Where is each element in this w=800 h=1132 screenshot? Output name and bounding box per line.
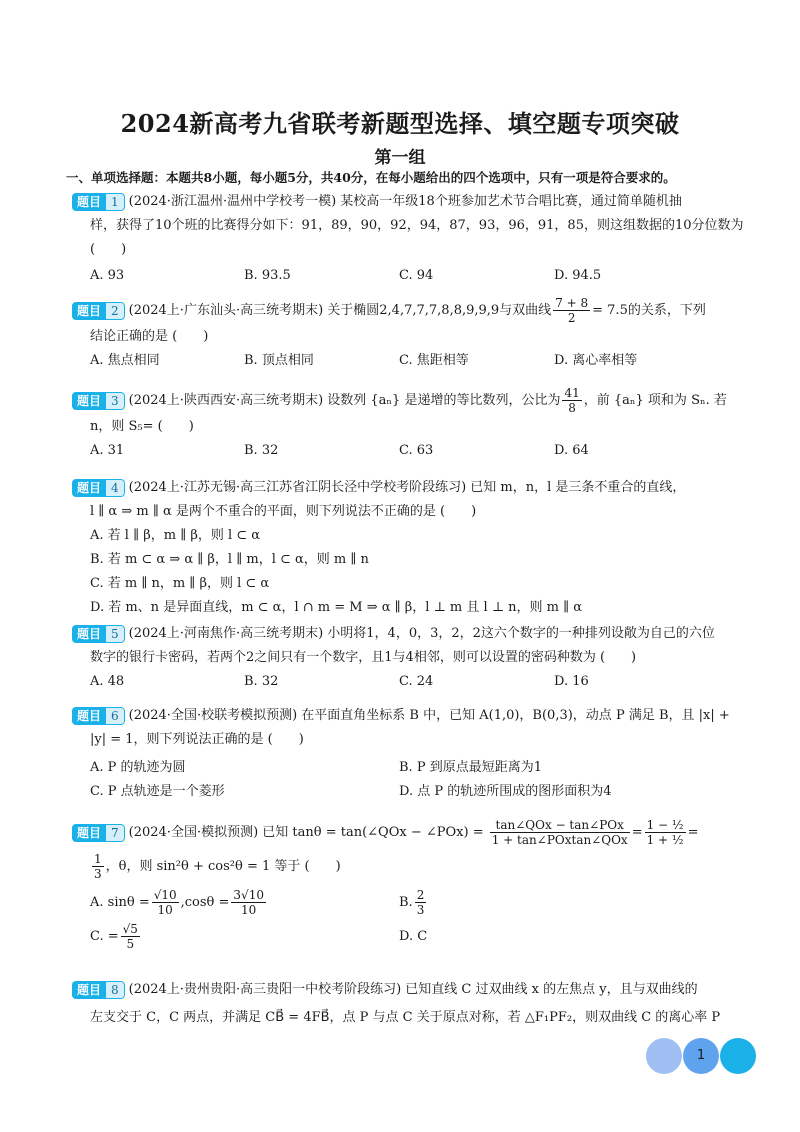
decor-circle [646,1038,682,1074]
option-c[interactable]: C. 若 m ∥ n，m ∥ β，则 l ⊂ α [90,576,270,591]
option-c[interactable]: C. = $\frac{√5}{5}$ [90,922,138,951]
section-heading: 一、单项选择题：本题共8小题，每小题5分，共40分，在每小题给出的四个选项中，只有一项是符合要求的。 [66,170,676,185]
question-text: |y| = 1，则下列说法正确的是 ( ) [90,732,304,747]
page-number-badge [646,1038,756,1074]
option-b[interactable]: B. 32 [244,674,279,689]
question-text: 结论正确的是 ( ) [90,329,209,344]
question-text: (2024上·江苏无锡·高三江苏省江阴长泾中学校考阶段练习) 已知 m，n，l 是三条不重合的直线， [128,480,686,495]
question-8 [72,978,742,1030]
option-a[interactable]: A. 93 [90,268,125,283]
option-b[interactable]: B. $\frac{2}{3}$ [399,888,425,917]
fraction: $\frac{7 + 8}{2}$ [555,296,589,325]
question-text: n，则 S₅= ( ) [90,419,194,434]
option-a[interactable]: A. P 的轨迹为圆 [90,760,186,775]
option-b[interactable]: B. P 到原点最短距离为1 [399,760,542,775]
option-a[interactable]: A. 若 l ∥ β，m ∥ β，则 l ⊂ α [90,528,261,543]
page-title: 2024新高考九省联考新题型选择、填空题专项突破 [120,109,680,138]
question-tag: 题目 6 [72,707,125,725]
question-tag: 题目 8 [72,981,125,999]
option-a[interactable]: A. sinθ = $\frac{√10}{10}$ ,cosθ = $\frac{3√10}{10}$ [90,888,264,917]
question-tag: 题目 7 [72,824,125,842]
question-tag: 题目 4 [72,479,125,497]
option-d[interactable]: D. 94.5 [554,268,602,283]
question-4 [72,476,742,620]
question-text: 数字的银行卡密码，若两个2之间只有一个数字，且1与4相邻，则可以设置的密码种数为 ( ) [90,650,637,665]
option-a[interactable]: A. 48 [90,674,125,689]
question-6 [72,704,742,804]
question-3: 题目 3 (2024上·陕西西安·高三统考期末) 设数列 {aₙ} 是递增的等比数列，公比为 $\frac{41}{8}$ ，前 {aₙ} 项和为 Sₙ. 若 n，则 S₅= ( ) A. 31 B. 32 C. 63 D. 64 [72,386,742,463]
question-text: l ∥ α ⇒ m ∥ α 是两个不重合的平面，则下列说法不正确的是 ( ) [90,504,477,519]
option-d[interactable]: D. C [399,929,428,944]
fraction: $\frac{1}{3}$ [94,852,102,881]
question-text: (2024上·广东汕头·高三统考期末) 关于椭圆2,4,7,7,7,8,8,9,9,9与双曲线 [128,303,552,318]
fraction: $\frac{\text{1 − ½}}{\text{1 + ½}}$ [646,818,684,847]
fraction: $\frac{41}{8}$ [564,386,580,415]
question-5 [72,622,742,694]
option-b[interactable]: B. 93.5 [244,268,291,283]
page-number: 1 [683,1038,719,1074]
option-a[interactable]: A. 31 [90,443,125,458]
option-b[interactable]: B. 顶点相同 [244,353,314,368]
question-tag: 题目 2 [72,302,125,320]
option-d[interactable]: D. 若 m、n 是异面直线，m ⊂ α，l ∩ m = M ⇒ α ∥ β，l ⊥ m 且 l ⊥ n，则 m ∥ α [90,600,583,615]
question-text: 样，获得了10个班的比赛得分如下：91，89，90，92，94，87，93，96，91，85，则这组数据的10分位数为 [90,218,744,233]
option-b[interactable]: B. 若 m ⊂ α ⇒ α ∥ β，l ∥ m，l ⊂ α，则 m ∥ n [90,552,369,567]
question-text: (2024上·河南焦作·高三统考期末) 小明将1，4，0，3，2，2这六个数字的一种排列设敞为自己的六位 [128,626,715,641]
group-title: 第一组 [374,148,426,168]
option-c[interactable]: C. 94 [399,268,434,283]
option-c[interactable]: C. 63 [399,443,434,458]
question-text: (2024上·陕西西安·高三统考期末) 设数列 {aₙ} 是递增的等比数列，公比为 [128,393,561,408]
option-d[interactable]: D. 点 P 的轨迹所围成的图形面积为4 [399,784,612,799]
question-1 [72,190,742,288]
answer-blank: ( ) [90,242,127,257]
option-c[interactable]: C. P 点轨迹是一个菱形 [90,784,225,799]
question-tag: 题目 1 [72,193,125,211]
question-text: ，θ，则 sin²θ + cos²θ = 1 等于 ( ) [105,859,341,874]
question-text: (2024·全国·校联考模拟预测) 在平面直角坐标系 B 中，已知 A(1,0)，B(0,3)，动点 P 满足 B，且 |x| + [128,708,730,723]
option-d[interactable]: D. 离心率相等 [554,353,638,368]
option-b[interactable]: B. 32 [244,443,279,458]
question-text: 左支交于 C，C 两点，并满足 CB⃗ = 4FB⃗，点 P 与点 C 关于原点对称，若 △F₁PF₂，则双曲线 C 的离心率 P [90,1010,721,1025]
decor-circle [720,1038,756,1074]
question-7: 题目 7 (2024·全国·模拟预测) 已知 tanθ = tan(∠QOx − ∠POx) = $\frac{\text{tan∠QOx − tan∠POx}}{\text{1 + tan∠POxtan∠QOx}}$ = $\frac{\text{1 − ½}}{\text{1 + ½}}$ = $\frac{1}{3}$ ，θ，则 sin²θ + cos²θ = 1 等于 ( ) A. sinθ = $\frac{√10}{10}$ ,cosθ = $\frac{3√10}{10}$ B. $\frac{2}{3}$ C. = $\frac{√5}{5}$ D. C [72,816,742,954]
question-2: 题目 2 (2024上·广东汕头·高三统考期末) 关于椭圆2,4,7,7,7,8,8,9,9,9与双曲线 $\frac{7 + 8}{2}$ = 7.5的关系，下列 结论正确的是 ( ) A. 焦点相同 B. 顶点相同 C. 焦距相等 D. 离心率相等 [72,296,742,373]
question-tag: 题目 3 [72,392,125,410]
question-text: (2024·浙江温州·温州中学校考一模) 某校高一年级18个班参加艺术节合唱比赛，通过简单随机抽 [128,194,682,209]
option-d[interactable]: D. 16 [554,674,589,689]
question-tag: 题目 5 [72,625,125,643]
fraction: $\frac{\text{tan∠QOx − tan∠POx}}{\text{1 + tan∠POxtan∠QOx}}$ [491,818,628,847]
option-a[interactable]: A. 焦点相同 [90,353,160,368]
question-text: (2024·全国·模拟预测) 已知 tanθ = tan(∠QOx − ∠POx) = [128,825,484,840]
option-c[interactable]: C. 24 [399,674,434,689]
question-text: (2024上·贵州贵阳·高三贵阳一中校考阶段练习) 已知直线 C 过双曲线 x 的左焦点 y，且与双曲线的 [128,982,698,997]
option-c[interactable]: C. 焦距相等 [399,353,469,368]
option-d[interactable]: D. 64 [554,443,589,458]
